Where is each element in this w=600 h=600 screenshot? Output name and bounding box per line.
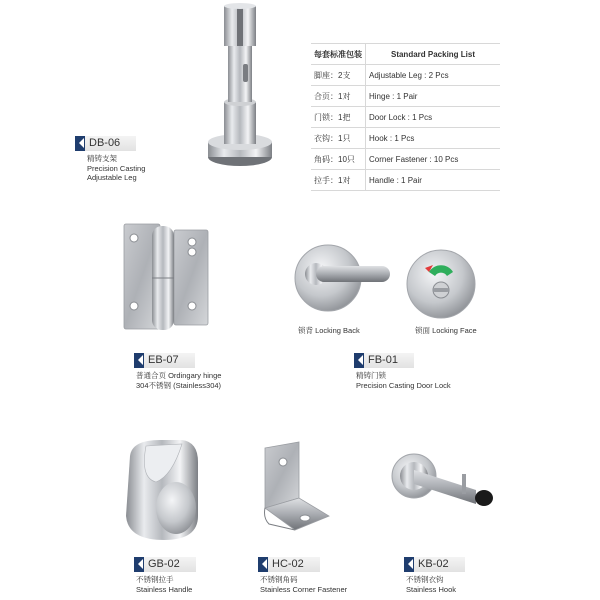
table-row (311, 107, 500, 128)
packing-list-header-cn: 每套标准包装 (311, 44, 366, 65)
label-tab-icon (404, 557, 414, 572)
table-row (311, 86, 500, 107)
packing-item-en: Corner Fastener : 10 Pcs (366, 149, 501, 170)
label-tab-icon (134, 353, 144, 368)
product-code-hc02: HC-02 (258, 557, 320, 572)
packing-item-cn: 门锁：1把 (311, 107, 366, 128)
product-code-fb01: FB-01 (354, 353, 414, 368)
table-row (311, 128, 500, 149)
packing-item-cn: 拉手：1对 (311, 170, 366, 191)
lock-face-caption: 锁面 Locking Face (415, 326, 477, 335)
table-row (311, 149, 500, 170)
label-tab-icon (134, 557, 144, 572)
label-tab-icon (354, 353, 364, 368)
packing-list-header-en: Standard Packing List (366, 44, 501, 65)
lock-face-image (405, 248, 477, 320)
table-row (311, 65, 500, 86)
label-tab-icon (258, 557, 268, 572)
hinge-image (122, 222, 212, 334)
product-desc-fb01: 精铸门锁 Precision Casting Door Lock (356, 371, 451, 390)
packing-item-cn: 脚座：2支 (311, 65, 366, 86)
packing-item-en: Adjustable Leg : 2 Pcs (366, 65, 501, 86)
product-code-db06: DB-06 (75, 136, 136, 151)
lock-back-caption: 锁背 Locking Back (298, 326, 360, 335)
packing-list-table (311, 43, 500, 191)
corner-fastener-image (255, 438, 335, 538)
stainless-hook-image (390, 446, 500, 526)
product-desc-kb02: 不锈钢衣钩 Stainless Hook (406, 575, 457, 594)
product-desc-gb02: 不锈钢拉手 Stainless Handle (136, 575, 193, 594)
packing-item-en: Handle : 1 Pair (366, 170, 501, 191)
label-tab-icon (75, 136, 85, 151)
packing-item-en: Door Lock : 1 Pcs (366, 107, 501, 128)
packing-item-cn: 合页：1对 (311, 86, 366, 107)
table-row (311, 170, 500, 191)
packing-list-header (311, 44, 500, 65)
packing-item-cn: 角码：10只 (311, 149, 366, 170)
product-desc-hc02: 不锈钢角码 Stainless Corner Fastener (260, 575, 348, 594)
adjustable-leg-image (200, 2, 280, 172)
product-code-gb02: GB-02 (134, 557, 196, 572)
packing-item-en: Hook : 1 Pcs (366, 128, 501, 149)
product-desc-db06: 精铸支架 Precision Casting Adjustable Leg (87, 154, 146, 182)
product-code-eb07: EB-07 (134, 353, 195, 368)
stainless-handle-image (112, 436, 212, 546)
packing-item-cn: 衣钩：1只 (311, 128, 366, 149)
product-code-kb02: KB-02 (404, 557, 465, 572)
packing-item-en: Hinge : 1 Pair (366, 86, 501, 107)
product-desc-eb07: 普通合页 Ordingary hinge 304不锈钢 (Stainless304) (136, 371, 222, 390)
lock-back-image (292, 240, 392, 320)
